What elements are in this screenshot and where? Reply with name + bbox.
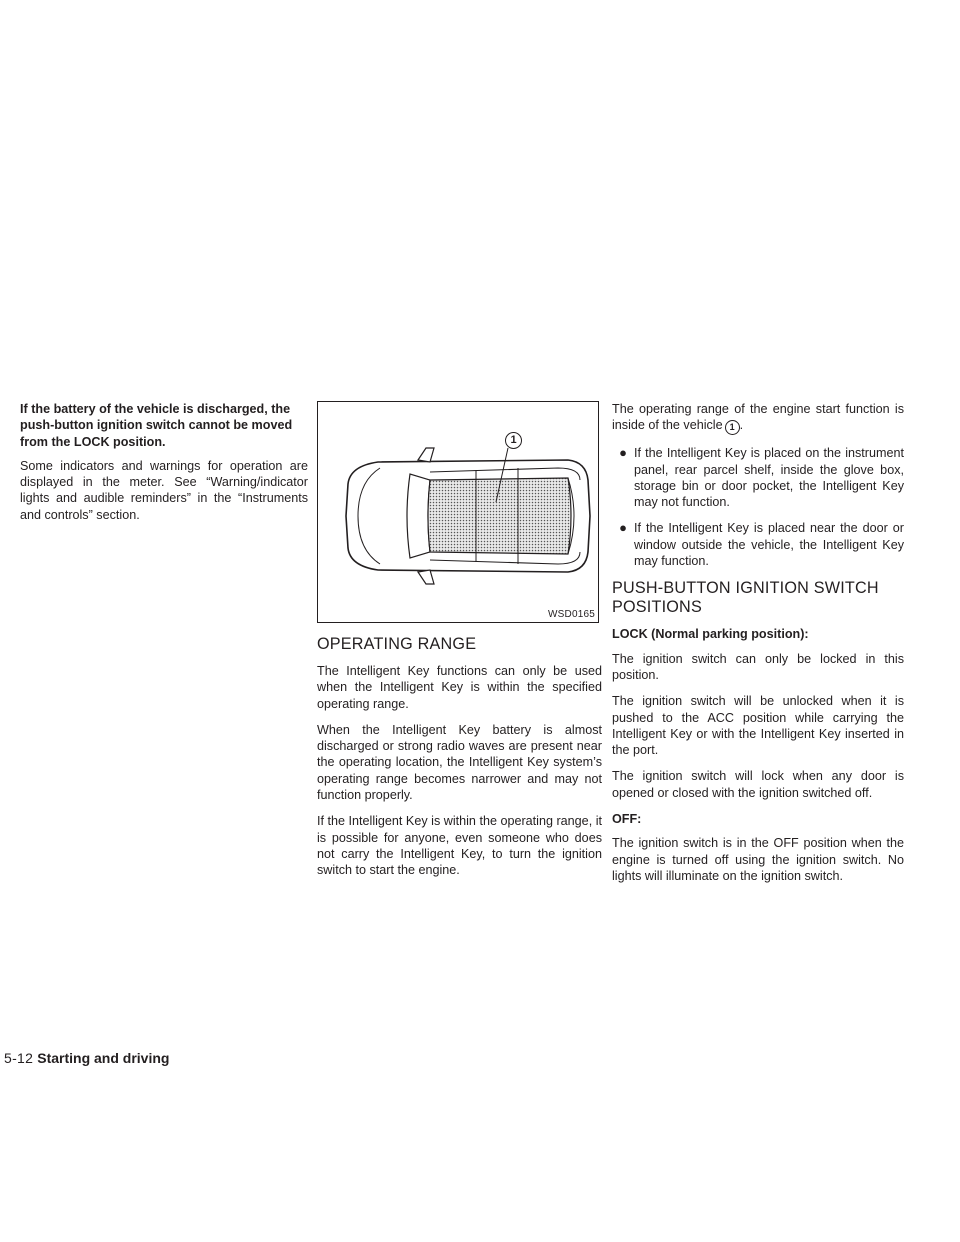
callout-1-marker: 1 — [505, 432, 522, 449]
vehicle-top-view-illustration — [318, 402, 598, 622]
lock-p1: The ignition switch can only be locked in this position. — [612, 651, 904, 682]
indicators-paragraph: Some indicators and warnings for operation are displayed in the meter. See “Warning/indicator lights and audible reminders” in the “Instruments and controls” section. — [20, 458, 308, 522]
lock-subheading: LOCK (Normal parking position): — [612, 627, 809, 642]
engine-start-range-intro — [612, 401, 904, 435]
figure-code: WSD0165 — [548, 609, 595, 620]
page-footer — [4, 1050, 169, 1066]
ignition-positions-heading: PUSH-BUTTON IGNITION SWITCH POSITIONS — [612, 579, 879, 617]
operating-range-p2: When the Intelligent Key battery is almost discharged or strong radio waves are present near the operating location, the Intelligent Key system’s operating range becomes narrower and may not function properly. — [317, 722, 602, 803]
callout-1-ref: 1 — [725, 420, 740, 435]
page-number: 5-12 — [4, 1050, 34, 1066]
operating-range-area — [428, 478, 571, 554]
intro-text: The operating range of the engine start function is inside of the vehicle — [612, 402, 904, 433]
operating-range-heading: OPERATING RANGE — [317, 635, 477, 653]
off-subheading: OFF: — [612, 812, 642, 827]
vehicle-operating-range-figure — [317, 401, 599, 623]
bullet-icon: ● — [619, 520, 627, 536]
list-item — [612, 445, 904, 510]
lock-p3: The ignition switch will lock when any door is opened or closed with the ignition switched off. — [612, 769, 904, 800]
operating-range-p1: The Intelligent Key functions can only be used when the Intelligent Key is within the specified operating range. — [317, 664, 602, 711]
column-middle — [317, 401, 602, 889]
column-right — [612, 401, 904, 894]
column-left — [20, 401, 308, 533]
bullet-text: If the Intelligent Key is placed near the door or window outside the vehicle, the Intelligent Key may function. — [634, 521, 904, 569]
intro-end: . — [739, 418, 744, 433]
bullet-icon: ● — [619, 445, 627, 461]
section-title: Starting and driving — [37, 1050, 170, 1066]
list-item — [612, 520, 904, 569]
off-p1: The ignition switch is in the OFF position when the engine is turned off using the ignition switch. No lights will illuminate on the ignition switch. — [612, 836, 904, 883]
lock-p2: The ignition switch will be unlocked when it is pushed to the ACC position while carrying the Intelligent Key or with the Intelligent Key inserted in the port. — [612, 694, 904, 758]
battery-warning: If the battery of the vehicle is discharged, the push-button ignition switch cannot be moved from the LOCK position. — [20, 402, 293, 449]
bullet-text: If the Intelligent Key is placed on the instrument panel, rear parcel shelf, inside the glove box, storage bin or door pocket, the Intelligent Key may not function. — [634, 446, 904, 510]
operating-range-p3: If the Intelligent Key is within the operating range, it is possible for anyone, even someone who does not carry the Intelligent Key, to turn the ignition switch to start the engine. — [317, 814, 602, 878]
